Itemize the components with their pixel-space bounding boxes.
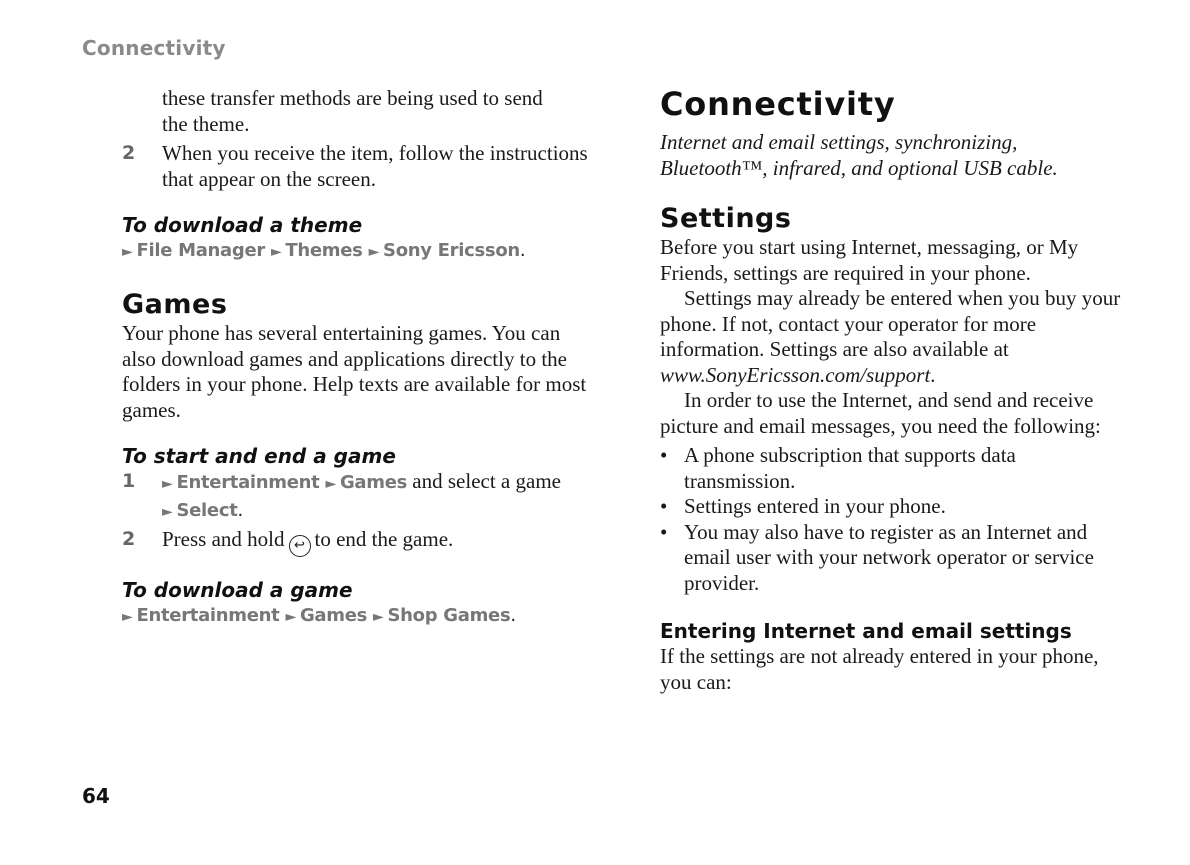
arrow-icon: ► <box>162 476 173 492</box>
arrow-icon: ► <box>162 504 173 520</box>
page-number: 64 <box>82 784 110 808</box>
menu-item: Games <box>299 605 368 626</box>
right-column <box>660 86 1130 695</box>
menu-item: Games <box>339 472 408 493</box>
games-heading: Games <box>122 289 228 320</box>
download-theme-path: ► File Manager ► Themes ► Sony Ericsson. <box>122 240 526 261</box>
menu-item: Entertainment <box>136 605 280 626</box>
left-column <box>122 86 592 630</box>
arrow-icon: ► <box>122 244 133 260</box>
entering-settings-heading: Entering Internet and email settings <box>660 619 1072 643</box>
list-item-text: You may also have to register as an Internet and email user with your network operator or service provider. <box>684 519 1094 595</box>
step-2-receive <box>122 141 592 192</box>
arrow-icon: ► <box>285 609 296 625</box>
continued-line-2: the theme. <box>162 111 250 136</box>
step-number: 2 <box>122 142 136 164</box>
download-theme-heading: To download a theme <box>122 213 363 237</box>
list-item <box>660 443 1130 494</box>
list-item <box>660 494 1130 520</box>
menu-item: File Manager <box>136 240 265 261</box>
arrow-icon: ► <box>325 476 336 492</box>
step-text: and select a game <box>412 469 561 493</box>
step-text: to end the game. <box>314 527 454 551</box>
menu-item: Entertainment <box>176 472 320 493</box>
chapter-intro: Internet and email settings, synchronizing, Bluetooth™, infrared, and optional USB cable. <box>660 130 1058 180</box>
settings-para-3: In order to use the Internet, and send and receive picture and email messages, you need the following: <box>660 388 1101 438</box>
menu-item: Shop Games <box>387 605 511 626</box>
requirements-list <box>660 443 1130 596</box>
step-text: Press and hold <box>162 527 285 551</box>
download-game-heading: To download a game <box>122 578 353 602</box>
chapter-title: Connectivity <box>660 85 896 123</box>
back-key-icon: ↩ <box>289 535 311 557</box>
settings-para-1: Before you start using Internet, messaging, or My Friends, settings are required in your phone. <box>660 235 1079 285</box>
start-end-game-heading: To start and end a game <box>122 444 396 468</box>
download-game-path: ► Entertainment ► Games ► Shop Games. <box>122 605 516 626</box>
menu-path <box>162 472 407 493</box>
games-body: Your phone has several entertaining games. You can also download games and applications directly to the folders in your phone. Help texts are available for most games. <box>122 321 587 422</box>
menu-item: Select <box>176 500 238 521</box>
entering-settings-body: If the settings are not already entered in your phone, you can: <box>660 644 1099 694</box>
step-text: When you receive the item, follow the instructions that appear on the screen. <box>162 141 588 191</box>
menu-item: Themes <box>285 240 363 261</box>
step-number: 1 <box>122 470 136 492</box>
menu-path: ► Select. <box>162 500 243 521</box>
step-1-select-game <box>122 469 592 525</box>
running-header: Connectivity <box>82 36 226 60</box>
bullet-icon: • <box>660 519 668 544</box>
arrow-icon: ► <box>270 244 282 260</box>
list-item-text: Settings entered in your phone. <box>684 494 946 518</box>
step-number: 2 <box>122 528 136 550</box>
settings-para-2: Settings may already be entered when you buy your phone. If not, contact your operator for more information. Settings are also available at www.SonyEricsson.com/support. <box>660 286 1121 387</box>
list-item <box>660 520 1130 597</box>
arrow-icon: ► <box>373 609 384 625</box>
arrow-icon: ► <box>368 244 380 260</box>
menu-item: Sony Ericsson <box>383 240 520 261</box>
continued-line-1: these transfer methods are being used to send <box>162 86 543 110</box>
list-item-text: A phone subscription that supports data transmission. <box>684 443 1016 493</box>
bullet-icon: • <box>660 443 668 467</box>
step-2-end-game <box>122 527 592 557</box>
continued-text <box>122 86 592 137</box>
settings-para-2-text: Settings may already be entered when you buy your phone. If not, contact your operator for more information. Settings are also available at <box>660 286 1121 361</box>
settings-heading: Settings <box>660 203 792 234</box>
bullet-icon: • <box>660 494 668 518</box>
arrow-icon: ► <box>122 609 133 625</box>
support-url: www.SonyEricsson.com/support <box>660 362 931 387</box>
